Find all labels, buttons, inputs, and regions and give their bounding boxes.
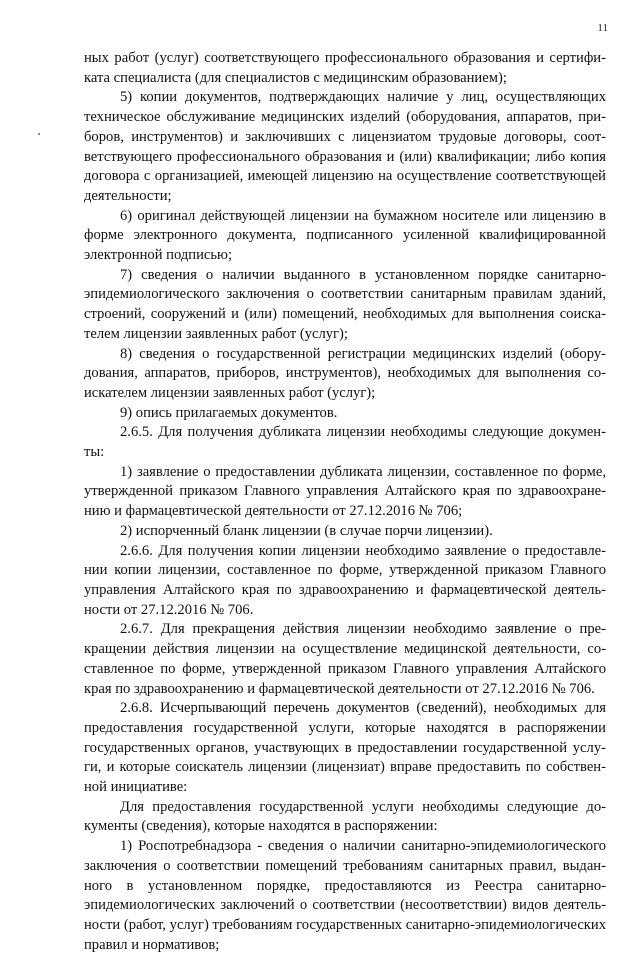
paragraph-2-6-7: 2.6.7. Для прекращения действия лицензии необходимо заявление о прекращении действия лицензии на осуществление медицинской деятельности, составленное по форме, утвержденной приказом Главного управления Алтайского края по здравоохранению и фармацевтической деятельности от 27.12.2016 № 706. <box>84 621 606 697</box>
margin-mark <box>38 133 40 135</box>
paragraph-2-6-6: 2.6.6. Для получения копии лицензии необходимо заявление о предоставлении копии лицензии, составленное по форме, утвержденной приказом Главного управления Алтайского края по здравоохранению и фармацевтической деятельности от 27.12.2016 № 706. <box>84 542 606 618</box>
paragraph-item-8: 8) сведения о государственной регистрации медицинских изделий (оборудования, аппаратов, приборов, инструментов), необходимых для выполнения соискателем лицензии заявленных работ (услуг); <box>84 345 606 401</box>
paragraph-item-5: 5) копии документов, подтверждающих наличие у лиц, осуществляющих техническое обслуживание медицинских изделий (оборудования, аппаратов, приборов, инструментов) и заключивших с лицензиатом трудовые договоры, соответствующего профессионального образования и (или) квалификации; либо копия договора с организацией, имеющей лицензию на осуществление соответствующей деятельности; <box>84 89 606 204</box>
paragraph-continuation: ных работ (услуг) соответствующего профессионального образования и сертификата специалиста (для специалистов с медицинским образованием); <box>84 50 606 86</box>
paragraph-2-6-5-item-2: 2) испорченный бланк лицензии (в случае порчи лицензии). <box>120 522 493 539</box>
paragraph-2-6-8: 2.6.8. Исчерпывающий перечень документов (сведений), необходимых для предоставления государственной услуги, которые находятся в распоряжении государственных органов, участвующих в предоставлении государственной услуги, и которые соискатель лицензии (лицензиат) вправе предоставить по собственной инициативе: <box>84 700 606 796</box>
document-body <box>84 49 606 955</box>
page-number: 11 <box>597 22 608 34</box>
paragraph-item-7: 7) сведения о наличии выданного в установленном порядке санитарно-эпидемиологического заключения о соответствии санитарным правилам зданий, строений, сооружений и (или) помещений, необходимых для выполнения соискателем лицензии заявленных работ (услуг); <box>84 266 606 342</box>
paragraph-item-6: 6) оригинал действующей лицензии на бумажном носителе или лицензию в форме электронного документа, подписанного усиленной квалифицированной электронной подписью; <box>84 207 606 264</box>
paragraph-item-9: 9) опись прилагаемых документов. <box>120 404 338 421</box>
paragraph-2-6-5: 2.6.5. Для получения дубликата лицензии необходимы следующие документы: <box>84 424 606 461</box>
paragraph-documents-intro: Для предоставления государственной услуги необходимы следующие документы (сведения), которые находятся в распоряжении: <box>84 798 606 835</box>
paragraph-2-6-5-item-1: 1) заявление о предоставлении дубликата лицензии, составленное по форме, утвержденной приказом Главного управления Алтайского края по здравоохранению и фармацевтической деятельности от 27.12.2016 № 706; <box>84 463 606 520</box>
paragraph-rospotrebnadzor: 1) Роспотребнадзора - сведения о наличии санитарно-эпидемиологического заключения о соответствии помещений требованиям санитарных правил, выданного в установленном порядке, предоставляются из Реестра санитарно-эпидемиологических заключений о соответствии (несоответствии) видов деятельности (работ, услуг) требованиям государственных санитарно-эпидемиологических правил и нормативов; <box>84 838 606 953</box>
